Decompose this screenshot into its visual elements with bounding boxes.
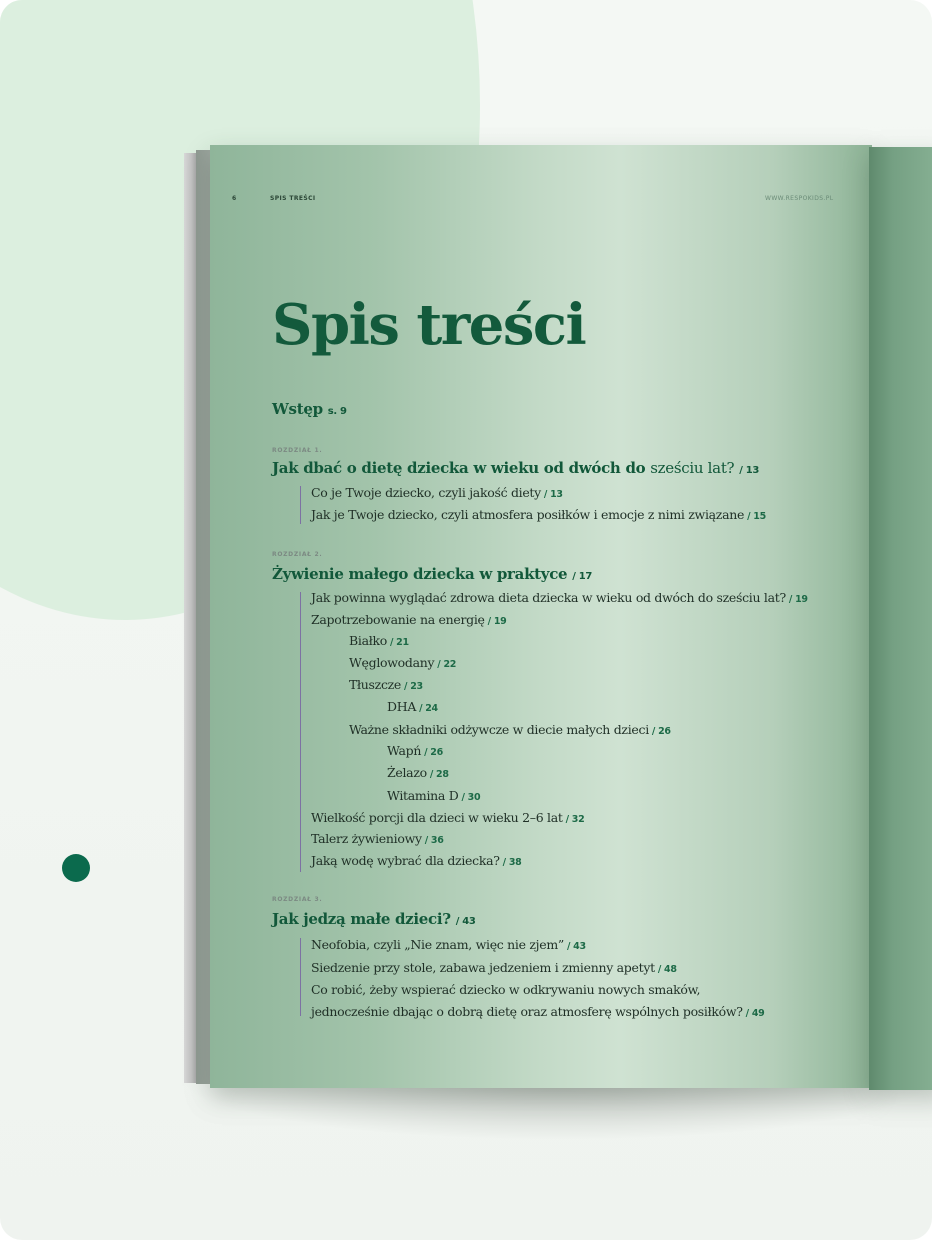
toc-item [311,982,700,997]
toc-subitem [349,722,671,737]
chapter-1-title-text: Jak dbać o dietę dziecka w wieku od dwóch do [272,459,646,477]
toc-item [311,960,677,975]
toc-item-text: Wielkość porcji dla dzieci w wieku 2–6 lat [311,810,563,825]
running-title: SPIS TREŚCI [270,195,316,202]
toc-item-text: Witamina D [387,788,459,803]
chapter-1-title [272,459,759,477]
toc-subitem [349,633,409,648]
chapter-3-page: / 43 [455,916,476,927]
toc-item-text: Węglowodany [349,655,435,670]
toc-subsubitem [387,788,480,803]
toc-item-page: / 19 [487,616,507,627]
toc-item-page: / 43 [567,941,586,952]
toc-item [311,937,586,952]
chapter-1-label: ROZDZIAŁ 1. [272,447,323,454]
toc-item-text: Co robić, żeby wspierać dziecko w odkrywaniu nowych smaków, [311,982,701,997]
toc-item-text: Żelazo [387,765,427,780]
toc-item [311,1004,764,1019]
chapter-1-title-tail: sześciu lat? [650,459,735,477]
toc-intro-page: s. 9 [327,406,347,417]
chapter-2-rule [300,592,301,872]
toc-subsubitem [387,743,443,758]
toc-item-text: Jaką wodę wybrać dla dziecka? [311,853,500,868]
toc-item-page: / 19 [788,594,808,605]
chapter-2-label: ROZDZIAŁ 2. [272,551,323,558]
toc-item-page: / 13 [543,489,563,500]
toc-subsubitem [387,699,438,714]
toc-item [311,507,766,522]
toc-item [311,810,584,825]
toc-intro-label: Wstęp [272,400,323,418]
toc-item-text: Jak je Twoje dziecko, czyli atmosfera posiłków i emocje z nimi związane [311,507,745,522]
toc-item-text: DHA [387,699,417,714]
toc-item-page: / 24 [419,703,438,714]
toc-item-page: / 21 [390,637,409,648]
chapter-1-page: / 13 [739,465,760,476]
chapter-2-title [272,565,592,583]
toc-item-page: / 36 [424,835,444,846]
toc-item-page: / 26 [424,747,443,758]
chapter-3-label: ROZDZIAŁ 3. [272,896,323,903]
toc-item-page: / 28 [429,769,449,780]
toc-item-text: Co je Twoje dziecko, czyli jakość diety [311,485,541,500]
toc-item-page: / 38 [502,857,522,868]
chapter-3-rule [300,938,301,1016]
book-spine-edge [184,153,196,1083]
toc-item-text: Białko [349,633,387,648]
page-title: Spis treści [272,292,586,358]
toc-item [311,831,444,846]
toc-item [311,485,563,500]
toc-item-page: / 22 [437,659,457,670]
book-shadow [178,1080,932,1140]
toc-item-page: / 32 [565,814,585,825]
toc-item-page: / 30 [461,792,481,803]
toc-item-page: / 23 [404,681,423,692]
toc-item-text: Siedzenie przy stole, zabawa jedzeniem i zmienny apetyt [311,960,655,975]
toc-item-page: / 26 [651,726,671,737]
toc-item-text: Jak powinna wyglądać zdrowa dieta dziecka w wieku od dwóch do sześciu lat? [311,590,786,605]
chapter-3-title [272,910,476,928]
toc-item-text: Talerz żywieniowy [311,831,422,846]
toc-item-text: Zapotrzebowanie na energię [311,612,485,627]
slider-indicator-dot[interactable] [62,854,90,882]
toc-item-text: Neofobia, czyli „Nie znam, więc nie zjem” [311,937,564,952]
chapter-1-rule [300,486,301,524]
toc-item-text: Tłuszcze [349,677,402,692]
toc-item [311,590,808,605]
book-right-page [869,147,932,1090]
toc-item-text: Ważne składniki odżywcze w diecie małych dzieci [349,722,649,737]
toc-item [311,853,521,868]
toc-intro [272,400,347,418]
toc-item-page: / 48 [657,964,677,975]
toc-subitem [349,677,423,692]
chapter-2-page: / 17 [572,571,593,582]
toc-subsubitem [387,765,449,780]
toc-subitem [349,655,456,670]
website-url: WWW.RESPOKIDS.PL [765,195,834,202]
toc-item [311,612,506,627]
chapter-3-title-text: Jak jedzą małe dzieci? [272,910,451,928]
toc-item-page: / 15 [747,511,766,522]
toc-item-page: / 49 [745,1008,765,1019]
toc-item-text: Wapń [387,743,422,758]
chapter-2-title-text: Żywienie małego dziecka w praktyce [272,565,568,583]
page-number: 6 [232,195,237,202]
toc-item-text: jednocześnie dbając o dobrą dietę oraz atmosferę wspólnych posiłków? [311,1004,743,1019]
